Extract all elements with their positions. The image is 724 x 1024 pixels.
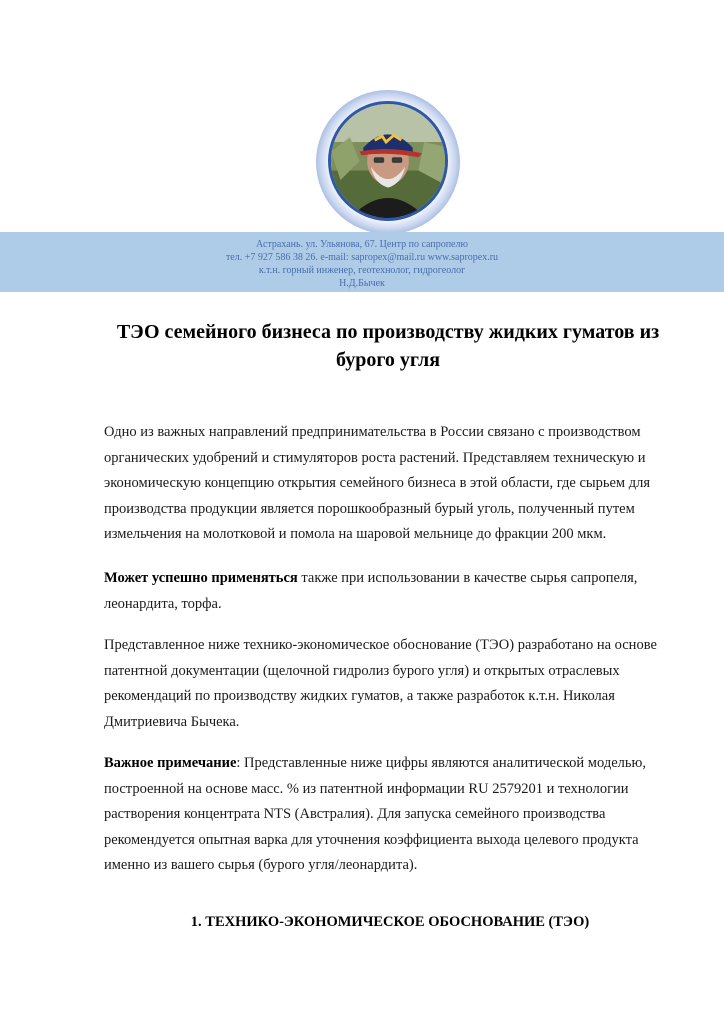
contact-phone-email: тел. +7 927 586 38 26. e-mail: sapropex@mail.ru www.sapropex.ru xyxy=(225,252,499,263)
contact-credentials: к.т.н. горный инженер, геотехнолог, гидрогеолог xyxy=(258,265,466,276)
document-title: ТЭО семейного бизнеса по производству жидких гуматов из бурого угля xyxy=(116,321,660,371)
application-lead: Может успешно применяться xyxy=(104,570,298,586)
basis-paragraph: Представленное ниже технико-экономическое обоснование (ТЭО) разработано на основе патентной документации (щелочной гидролиз бурого угля) и открытых отраслевых рекомендаций по производству жидких гуматов, а также разработок к.т.н. Николая Дмитриевича Бычека. xyxy=(104,637,657,730)
contact-header-band xyxy=(0,232,724,292)
contact-author-name: Н.Д.Бычек xyxy=(339,278,385,289)
application-paragraph xyxy=(104,566,664,617)
author-avatar xyxy=(328,101,448,221)
author-photo xyxy=(331,104,445,218)
intro-paragraph: Одно из важных направлений предпринимательства в России связано с производством органических удобрений и стимуляторов роста растений. Представляем техническую и экономическую концепцию открытия семейного бизнеса в этой области, где сырьем для производства продукции является порошкообразный бурый уголь, полученный путем измельчения на молотковой и помола на шаровой мельнице до фракции 200 мкм. xyxy=(104,424,651,542)
application-text: также при использовании в качестве сырья сапропеля, леонардита, торфа. xyxy=(104,570,638,612)
note-lead: Важное примечание xyxy=(104,755,237,771)
note-paragraph xyxy=(104,751,664,879)
contact-address: Астрахань. ул. Ульянова, 67. Центр по сапропелю xyxy=(256,239,468,250)
note-text: : Представленные ниже цифры являются аналитической моделью, построенной на основе масс. % из патентной информации RU 2579201 и технологии растворения концентрата NTS (Австралия). Для запуска семейного производства рекомендуется опытная варка для уточнения коэффициента выхода целевого продукта именно из вашего сырья (бурого угля/леонардита). xyxy=(104,755,646,873)
section-heading: 1. ТЕХНИКО-ЭКОНОМИЧЕСКОЕ ОБОСНОВАНИЕ (ТЭО) xyxy=(190,914,590,930)
author-avatar-frame xyxy=(316,90,460,234)
